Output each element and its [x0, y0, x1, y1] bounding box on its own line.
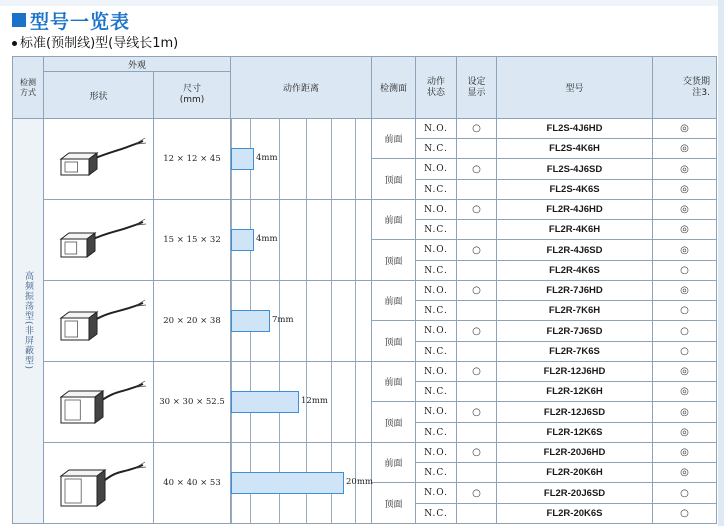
- display-cell: [457, 301, 497, 321]
- model-cell: FL2R-4K6H: [497, 220, 653, 240]
- header-face: 检测面: [372, 57, 416, 119]
- proximity-sensor-icon: [49, 291, 149, 351]
- delivery-cell: ◎: [653, 180, 717, 200]
- model-cell: FL2R-7K6S: [497, 342, 653, 362]
- detect-face-cell: 顶面: [372, 402, 416, 443]
- grid-line: [331, 281, 332, 361]
- delivery-cell: ○: [653, 483, 717, 504]
- sensor-shape-cell: [44, 281, 154, 362]
- table-body: [13, 119, 717, 524]
- model-cell: FL2R-12K6S: [497, 423, 653, 443]
- distance-range-cell: [231, 281, 372, 362]
- sensor-size-cell: 15 × 15 × 32: [154, 200, 231, 281]
- delivery-cell: ◎: [653, 423, 717, 443]
- delivery-cell: ◎: [653, 463, 717, 483]
- distance-bar: [231, 148, 254, 170]
- model-cell: FL2R-12K6H: [497, 382, 653, 402]
- distance-range-cell: [231, 443, 372, 524]
- distance-bar: [231, 229, 254, 251]
- display-cell: [457, 463, 497, 483]
- grid-line: [331, 200, 332, 280]
- model-cell: FL2S-4K6S: [497, 180, 653, 200]
- detect-face-cell: 前面: [372, 443, 416, 483]
- distance-range-cell: [231, 119, 372, 200]
- model-list-table: [12, 56, 717, 524]
- header-shape: 形状: [44, 72, 154, 119]
- header-size: [154, 72, 231, 119]
- distance-chart: [231, 119, 361, 199]
- state-cell: N.O.: [416, 159, 457, 180]
- header-distance: 动作距离: [231, 57, 372, 119]
- model-cell: FL2R-20K6S: [497, 504, 653, 524]
- model-cell: FL2R-4J6HD: [497, 200, 653, 220]
- display-cell: ○: [457, 119, 497, 139]
- distance-label: 4mm: [256, 234, 278, 244]
- delivery-cell: ◎: [653, 362, 717, 382]
- state-cell: N.C.: [416, 139, 457, 159]
- delivery-cell: ○: [653, 321, 717, 342]
- detect-face-cell: 前面: [372, 200, 416, 240]
- right-scrollbar[interactable]: [718, 0, 724, 526]
- delivery-cell: ◎: [653, 200, 717, 220]
- grid-line: [306, 119, 307, 199]
- header-delivery-text: 交货期: [683, 76, 711, 87]
- detect-mode-cell: [13, 119, 44, 524]
- header-detect-mode: 检测方式: [13, 57, 44, 119]
- delivery-cell: ◎: [653, 139, 717, 159]
- model-cell: FL2R-20J6HD: [497, 443, 653, 463]
- state-cell: N.C.: [416, 423, 457, 443]
- grid-line: [279, 200, 280, 280]
- model-cell: FL2S-4K6H: [497, 139, 653, 159]
- distance-chart: [231, 281, 361, 361]
- sensor-size-cell: 12 × 12 × 45: [154, 119, 231, 200]
- display-cell: [457, 180, 497, 200]
- sensor-size-cell: 20 × 20 × 38: [154, 281, 231, 362]
- distance-chart: [231, 443, 373, 523]
- distance-bar: [231, 310, 270, 332]
- detect-face-cell: 顶面: [372, 483, 416, 524]
- grid-line: [306, 200, 307, 280]
- model-cell: FL2R-20J6SD: [497, 483, 653, 504]
- table-row: [13, 200, 717, 220]
- table-row: [13, 443, 717, 463]
- sensor-shape-cell: [44, 362, 154, 443]
- bullet-dot-icon: [12, 41, 17, 46]
- grid-line: [306, 281, 307, 361]
- delivery-cell: ◎: [653, 159, 717, 180]
- display-cell: [457, 220, 497, 240]
- table-row: [13, 281, 717, 301]
- state-cell: N.O.: [416, 443, 457, 463]
- delivery-cell: ◎: [653, 240, 717, 261]
- display-cell: [457, 504, 497, 524]
- distance-range-cell: [231, 362, 372, 443]
- top-bar: [0, 0, 724, 6]
- detect-face-cell: 前面: [372, 119, 416, 159]
- delivery-cell: ◎: [653, 443, 717, 463]
- proximity-sensor-icon: [49, 453, 149, 513]
- detect-face-cell: 顶面: [372, 321, 416, 362]
- state-cell: N.O.: [416, 240, 457, 261]
- distance-label: 20mm: [346, 477, 373, 487]
- detect-face-cell: 顶面: [372, 159, 416, 200]
- display-cell: ○: [457, 159, 497, 180]
- display-cell: ○: [457, 240, 497, 261]
- display-cell: ○: [457, 362, 497, 382]
- detect-face-cell: 顶面: [372, 240, 416, 281]
- delivery-cell: ○: [653, 301, 717, 321]
- header-display: 设定显示: [457, 57, 497, 119]
- display-cell: [457, 423, 497, 443]
- display-cell: [457, 139, 497, 159]
- header-delivery-note: 注3.: [692, 87, 711, 98]
- distance-label: 7mm: [272, 315, 294, 325]
- display-cell: ○: [457, 483, 497, 504]
- display-cell: ○: [457, 321, 497, 342]
- detect-mode-label: 高频振荡型(非屏蔽型): [23, 271, 33, 371]
- sensor-size-cell: 40 × 40 × 53: [154, 443, 231, 524]
- state-cell: N.C.: [416, 382, 457, 402]
- grid-line: [355, 362, 356, 442]
- header-delivery: [653, 57, 717, 119]
- state-cell: N.C.: [416, 261, 457, 281]
- delivery-cell: ◎: [653, 402, 717, 423]
- grid-line: [355, 281, 356, 361]
- delivery-cell: ◎: [653, 220, 717, 240]
- distance-label: 12mm: [301, 396, 328, 406]
- proximity-sensor-icon: [49, 372, 149, 432]
- state-cell: N.O.: [416, 281, 457, 301]
- delivery-cell: ◎: [653, 382, 717, 402]
- sensor-size-cell: 30 × 30 × 52.5: [154, 362, 231, 443]
- delivery-cell: ○: [653, 504, 717, 524]
- model-cell: FL2R-12J6SD: [497, 402, 653, 423]
- distance-range-cell: [231, 200, 372, 281]
- header-size-text: 尺寸: [183, 84, 202, 94]
- delivery-cell: ◎: [653, 119, 717, 139]
- model-cell: FL2R-20K6H: [497, 463, 653, 483]
- sensor-shape-cell: [44, 443, 154, 524]
- model-cell: FL2R-7J6SD: [497, 321, 653, 342]
- distance-chart: [231, 200, 361, 280]
- distance-chart: [231, 362, 361, 442]
- header-model: 型号: [497, 57, 653, 119]
- delivery-cell: ○: [653, 261, 717, 281]
- state-cell: N.O.: [416, 402, 457, 423]
- proximity-sensor-icon: [49, 129, 149, 189]
- model-cell: FL2S-4J6HD: [497, 119, 653, 139]
- distance-label: 4mm: [256, 153, 278, 163]
- sensor-shape-cell: [44, 119, 154, 200]
- display-cell: [457, 382, 497, 402]
- header-state: 动作状态: [416, 57, 457, 119]
- display-cell: ○: [457, 281, 497, 301]
- grid-line: [355, 200, 356, 280]
- model-cell: FL2R-7J6HD: [497, 281, 653, 301]
- state-cell: N.C.: [416, 342, 457, 362]
- page-title-text: 型号一览表: [30, 10, 131, 33]
- distance-bar: [231, 472, 344, 494]
- delivery-cell: ◎: [653, 281, 717, 301]
- grid-line: [331, 119, 332, 199]
- display-cell: [457, 261, 497, 281]
- display-cell: ○: [457, 443, 497, 463]
- distance-bar: [231, 391, 299, 413]
- grid-line: [331, 362, 332, 442]
- sensor-shape-cell: [44, 200, 154, 281]
- proximity-sensor-icon: [49, 210, 149, 270]
- header-size-unit: (mm): [179, 95, 205, 105]
- table-row: [13, 119, 717, 139]
- detect-face-cell: 前面: [372, 281, 416, 321]
- grid-line: [355, 119, 356, 199]
- state-cell: N.C.: [416, 301, 457, 321]
- header-appearance: 外观: [44, 57, 231, 72]
- model-cell: FL2R-12J6HD: [497, 362, 653, 382]
- model-cell: FL2S-4J6SD: [497, 159, 653, 180]
- state-cell: N.O.: [416, 483, 457, 504]
- page-subtitle-text: 标准(预制线)型(导线长1m): [20, 36, 179, 51]
- page-title: [12, 8, 130, 32]
- state-cell: N.O.: [416, 200, 457, 220]
- state-cell: N.O.: [416, 321, 457, 342]
- square-marker-icon: [12, 13, 26, 27]
- display-cell: [457, 342, 497, 362]
- grid-line: [279, 119, 280, 199]
- table-row: [13, 362, 717, 382]
- state-cell: N.C.: [416, 180, 457, 200]
- model-cell: FL2R-7K6H: [497, 301, 653, 321]
- model-cell: FL2R-4J6SD: [497, 240, 653, 261]
- detect-face-cell: 前面: [372, 362, 416, 402]
- state-cell: N.C.: [416, 463, 457, 483]
- state-cell: N.O.: [416, 119, 457, 139]
- display-cell: ○: [457, 402, 497, 423]
- state-cell: N.O.: [416, 362, 457, 382]
- delivery-cell: ○: [653, 342, 717, 362]
- display-cell: ○: [457, 200, 497, 220]
- page-subtitle: [12, 32, 178, 51]
- model-cell: FL2R-4K6S: [497, 261, 653, 281]
- state-cell: N.C.: [416, 220, 457, 240]
- state-cell: N.C.: [416, 504, 457, 524]
